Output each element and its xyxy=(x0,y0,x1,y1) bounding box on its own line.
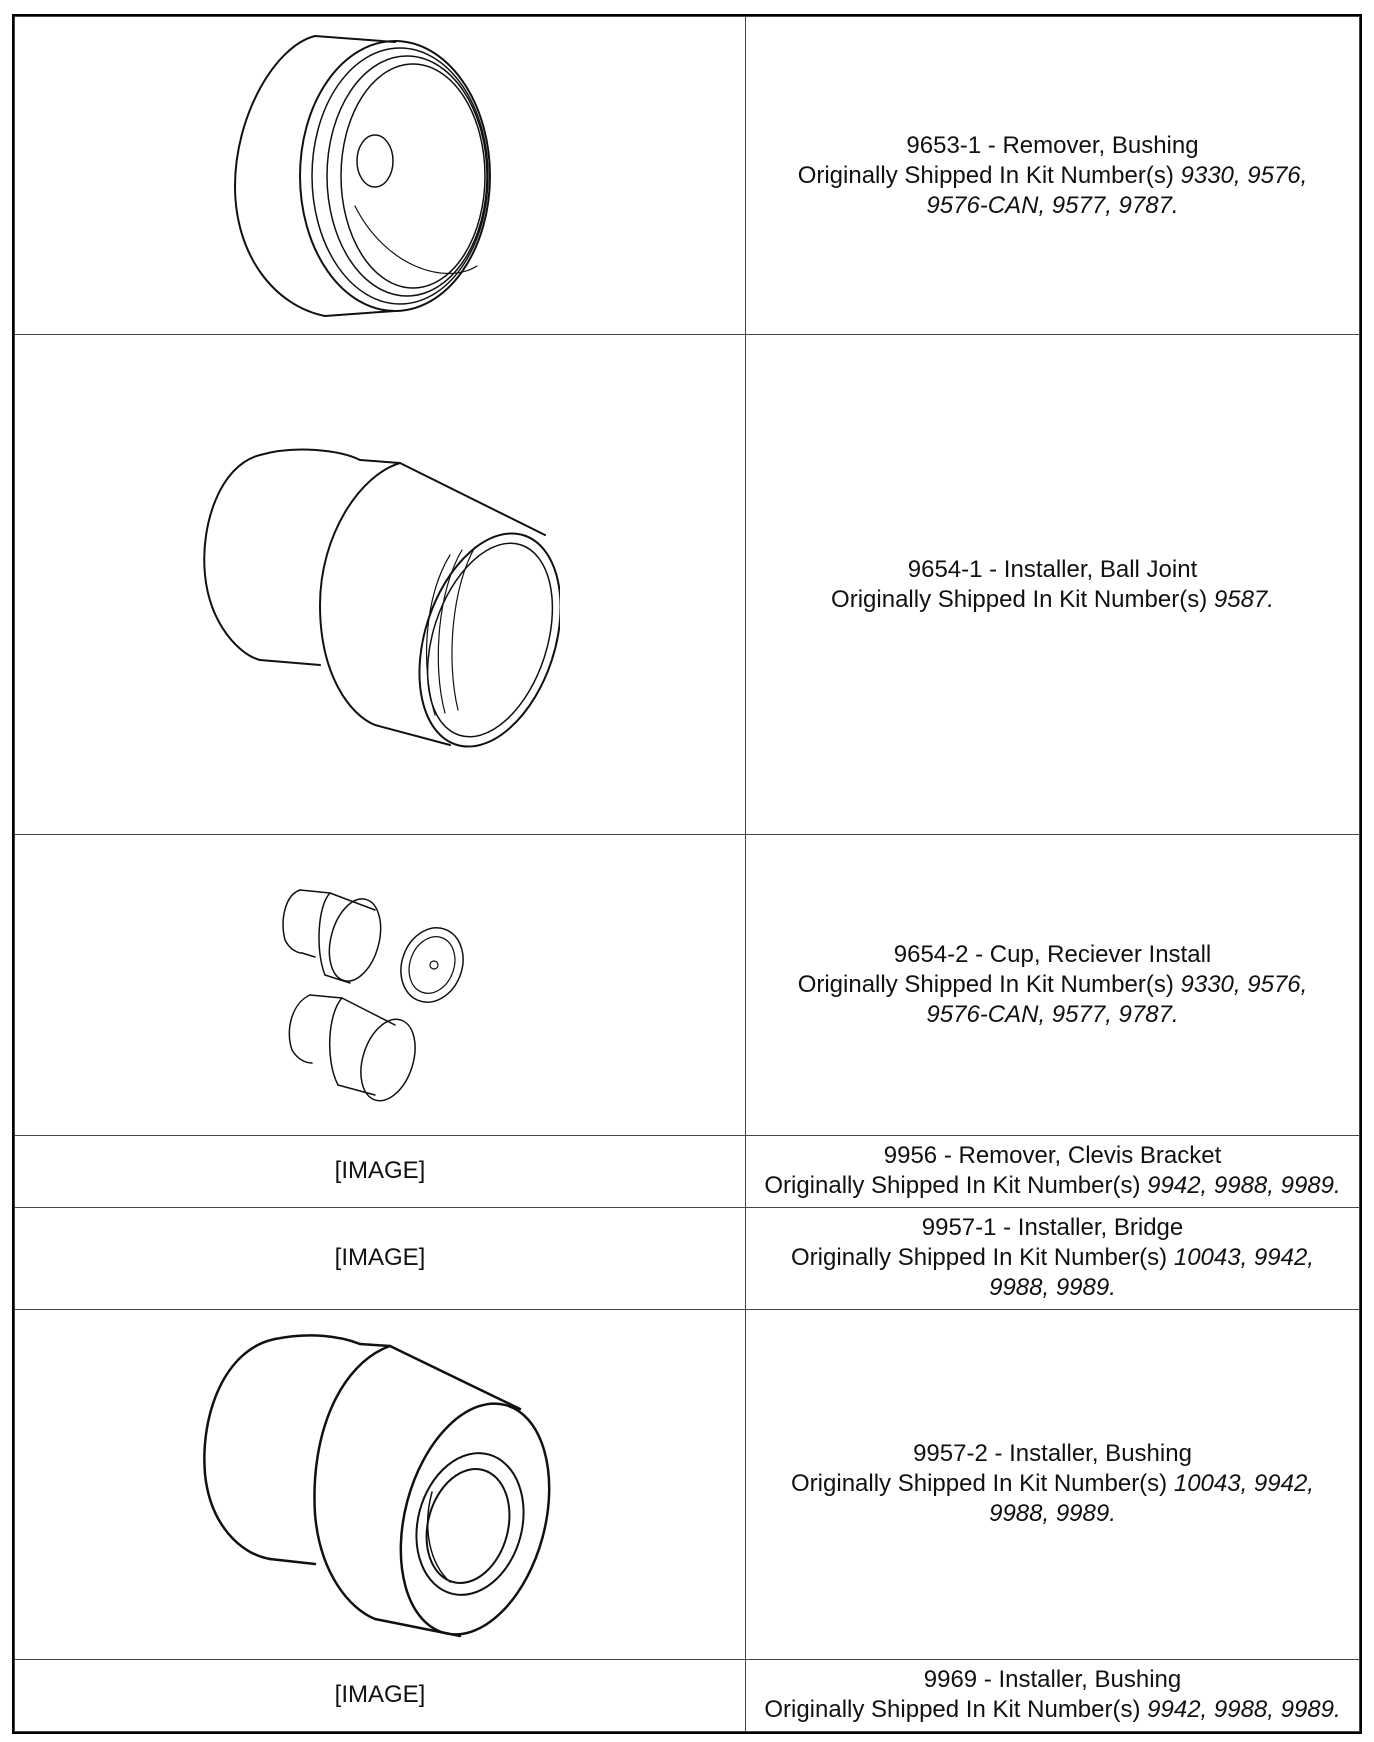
kit-numbers: 9587. xyxy=(1213,585,1274,613)
kit-numbers-continued: 9988, 9989. xyxy=(989,1500,1116,1528)
bushing-installer-drawing xyxy=(200,1324,560,1644)
ball-joint-installer-drawing xyxy=(200,415,560,755)
kit-label: Originally Shipped In Kit Number(s) xyxy=(791,1470,1168,1498)
tool-description-cell xyxy=(746,1659,1360,1731)
table-row xyxy=(15,1309,1360,1659)
kit-label: Originally Shipped In Kit Number(s) xyxy=(764,1172,1141,1200)
table-row xyxy=(15,17,1360,335)
bushing-remover-drawing xyxy=(215,26,545,326)
kit-numbers: 10043, 9942, xyxy=(1173,1470,1314,1498)
image-placeholder: [IMAGE] xyxy=(15,1207,746,1309)
tool-illustration-cell xyxy=(15,17,746,335)
tool-description-cell xyxy=(746,1207,1360,1309)
tool-description-cell xyxy=(746,1135,1360,1207)
kit-numbers-continued: 9988, 9989. xyxy=(989,1274,1116,1302)
tool-title: 9957-1 - Installer, Bridge xyxy=(921,1214,1184,1242)
kit-numbers: 10043, 9942, xyxy=(1173,1244,1314,1272)
kit-numbers: 9942, 9988, 9989. xyxy=(1147,1172,1341,1200)
kit-numbers-continued: 9576-CAN, 9577, 9787. xyxy=(926,191,1179,219)
kit-label: Originally Shipped In Kit Number(s) xyxy=(797,971,1174,999)
kit-numbers: 9330, 9576, xyxy=(1180,161,1308,189)
table-row xyxy=(15,335,1360,835)
kit-numbers-continued: 9576-CAN, 9577, 9787. xyxy=(926,1001,1179,1029)
receiver-cup-set-drawing xyxy=(280,865,480,1105)
tool-description-cell xyxy=(746,835,1360,1135)
image-placeholder: [IMAGE] xyxy=(15,1135,746,1207)
table-row xyxy=(15,1135,1360,1207)
tool-illustration-cell xyxy=(15,835,746,1135)
tool-description-cell xyxy=(746,17,1360,335)
kit-numbers: 9942, 9988, 9989. xyxy=(1147,1696,1341,1724)
table-row xyxy=(15,835,1360,1135)
tool-illustration-cell xyxy=(15,1309,746,1659)
tool-title: 9969 - Installer, Bushing xyxy=(923,1666,1182,1694)
kit-label: Originally Shipped In Kit Number(s) xyxy=(764,1696,1141,1724)
tool-title: 9654-2 - Cup, Reciever Install xyxy=(893,941,1212,969)
tool-title: 9654-1 - Installer, Ball Joint xyxy=(907,555,1198,583)
kit-label: Originally Shipped In Kit Number(s) xyxy=(797,161,1174,189)
tool-title: 9957-2 - Installer, Bushing xyxy=(913,1440,1192,1468)
tool-title: 9956 - Remover, Clevis Bracket xyxy=(883,1142,1222,1170)
kit-label: Originally Shipped In Kit Number(s) xyxy=(831,585,1208,613)
image-placeholder: [IMAGE] xyxy=(15,1659,746,1731)
kit-label: Originally Shipped In Kit Number(s) xyxy=(791,1244,1168,1272)
tool-description-cell xyxy=(746,335,1360,835)
tool-illustration-cell xyxy=(15,335,746,835)
parts-table xyxy=(14,16,1360,1732)
kit-numbers: 9330, 9576, xyxy=(1180,971,1308,999)
parts-table-sheet xyxy=(12,14,1362,1734)
tool-description-cell xyxy=(746,1309,1360,1659)
table-row xyxy=(15,1659,1360,1731)
table-row xyxy=(15,1207,1360,1309)
tool-title: 9653-1 - Remover, Bushing xyxy=(906,131,1199,159)
